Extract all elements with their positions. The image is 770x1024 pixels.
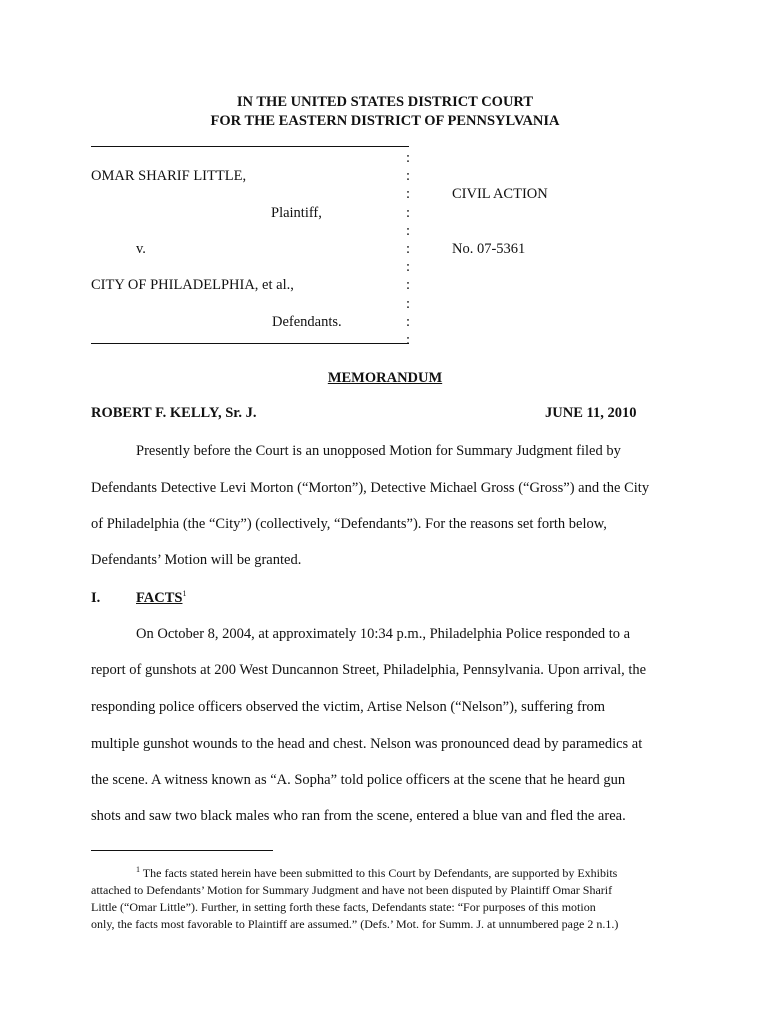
footnote-line: only, the facts most favorable to Plaintiff are assumed.” (Defs.’ Mot. for Summ. J. at unnumbered page 2 n.1.) (91, 917, 619, 931)
plaintiff-name: OMAR SHARIF LITTLE, (91, 168, 247, 184)
caption-colon: : (406, 150, 411, 166)
caption-top-rule (91, 146, 409, 147)
caption-colon: : (406, 241, 411, 257)
body-line: the scene. A witness known as “A. Sopha” told police officers at the scene that he heard gun (91, 772, 626, 788)
body-line: Defendants’ Motion will be granted. (91, 552, 302, 568)
caption-bottom-rule (91, 343, 409, 344)
body-line: responding police officers observed the victim, Artise Nelson (“Nelson”), suffering from (91, 699, 606, 715)
caption-colon: : (406, 168, 411, 184)
section-heading (136, 590, 186, 607)
footnote-reference[interactable]: 1 (182, 589, 187, 599)
section-number: I. (91, 590, 101, 606)
footnote (136, 866, 617, 881)
court-name-line-2: FOR THE EASTERN DISTRICT OF PENNSYLVANIA (210, 113, 560, 129)
body-line: of Philadelphia (the “City”) (collectively, “Defendants”). For the reasons set forth below, (91, 516, 607, 532)
defendant-role: Defendants. (272, 314, 342, 330)
body-line: On October 8, 2004, at approximately 10:34 p.m., Philadelphia Police responded to a (136, 626, 631, 642)
footnote-line: The facts stated herein have been submitted to this Court by Defendants, are supported by Exhibits (142, 866, 618, 880)
caption-colon: : (406, 223, 411, 239)
caption-colon: : (406, 277, 411, 293)
caption-colon: : (406, 205, 411, 221)
caption-colon: : (406, 314, 411, 330)
plaintiff-role: Plaintiff, (271, 205, 322, 221)
section-title: FACTS (136, 590, 183, 606)
body-line: Presently before the Court is an unopposed Motion for Summary Judgment filed by (136, 443, 621, 459)
body-line: report of gunshots at 200 West Duncannon Street, Philadelphia, Pennsylvania. Upon arrival, the (91, 662, 647, 678)
caption-colon: : (406, 332, 411, 348)
decision-date: JUNE 11, 2010 (545, 405, 637, 421)
footnote-line: Little (“Omar Little”). Further, in setting forth these facts, Defendants state: “For purposes of this motion (91, 900, 596, 914)
judge-name: ROBERT F. KELLY, Sr. J. (91, 405, 257, 421)
footnote-line: attached to Defendants’ Motion for Summary Judgment and have not been disputed by Plaintiff Omar Sharif (91, 883, 613, 897)
versus: v. (136, 241, 146, 257)
caption-colon: : (406, 186, 411, 202)
footnote-marker: 1 (136, 865, 140, 874)
footnote-separator (91, 850, 273, 851)
body-line: multiple gunshot wounds to the head and chest. Nelson was pronounced dead by paramedics at (91, 736, 643, 752)
caption-colon: : (406, 259, 411, 275)
civil-action-label: CIVIL ACTION (452, 186, 548, 202)
defendant-name: CITY OF PHILADELPHIA, et al., (91, 277, 294, 293)
memorandum-title: MEMORANDUM (327, 370, 443, 386)
court-name-line-1: IN THE UNITED STATES DISTRICT COURT (236, 94, 534, 110)
body-line: Defendants Detective Levi Morton (“Morton”), Detective Michael Gross (“Gross”) and the City (91, 480, 650, 496)
caption-colon: : (406, 296, 411, 312)
body-line: shots and saw two black males who ran from the scene, entered a blue van and fled the area. (91, 808, 626, 824)
case-number: No. 07-5361 (452, 241, 526, 257)
